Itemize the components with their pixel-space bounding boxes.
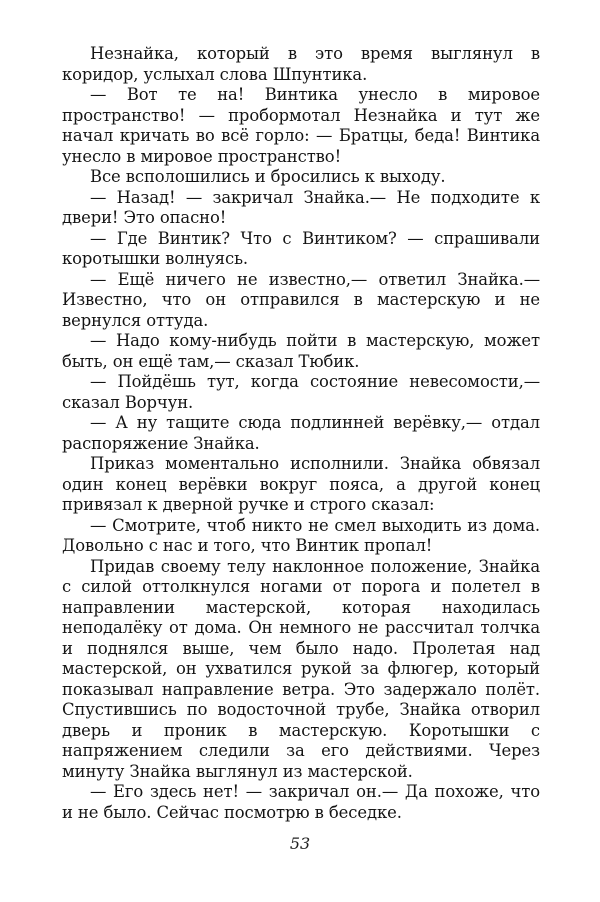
paragraph: — Пойдёшь тут, когда состояние невесомости,— сказал Ворчун.: [62, 372, 540, 412]
paragraph: — Вот те на! Винтика унесло в мировое пространство! — пробормотал Незнайка и тут же начал кричать во всё горло: — Братцы, беда! Винтика унесло в мировое пространство!: [62, 85, 540, 166]
paragraph: — А ну тащите сюда подлинней верёвку,— отдал распоряжение Знайка.: [62, 413, 540, 453]
text-column: [62, 44, 540, 823]
paragraph: — Его здесь нет! — закричал он.— Да похоже, что и не было. Сейчас посмотрю в беседке.: [62, 782, 540, 822]
page-number: 53: [289, 834, 311, 853]
paragraph: Приказ моментально исполнили. Знайка обвязал один конец верёвки вокруг пояса, а другой конец привязал к дверной ручке и строго сказал:: [62, 454, 540, 514]
paragraph: — Где Винтик? Что с Винтиком? — спрашивали коротышки волнуясь.: [62, 228, 540, 268]
paragraph: — Ещё ничего не известно,— ответил Знайка.— Известно, что он отправился в мастерскую и не вернулся оттуда.: [62, 269, 540, 330]
paragraph: — Надо кому-нибудь пойти в мастерскую, может быть, он ещё там,— сказал Тюбик.: [62, 331, 540, 371]
paragraph: Незнайка, который в это время выглянул в коридор, услыхал слова Шпунтика.: [62, 44, 540, 84]
paragraph: — Назад! — закричал Знайка.— Не подходите к двери! Это опасно!: [62, 187, 540, 227]
paragraph: Придав своему телу наклонное положение, Знайка с силой оттолкнулся ногами от порога и полетел в направлении мастерской, которая находилась неподалёку от дома. Он немного не рассчитал толчка и поднялся выше, чем было надо. Пролетая над мастерской, он ухватился рукой за флюгер, который показывал направление ветра. Это задержало полёт. Спустившись по водосточной трубе, Знайка отворил дверь и проник в мастерскую. Коротышки с напряжением следили за его действиями. Через минуту Знайка выглянул из мастерской.: [62, 556, 540, 781]
paragraph: — Смотрите, чтоб никто не смел выходить из дома. Довольно с нас и того, что Винтик пропал!: [62, 515, 540, 555]
paragraph: Все всполошились и бросились к выходу.: [90, 167, 446, 186]
